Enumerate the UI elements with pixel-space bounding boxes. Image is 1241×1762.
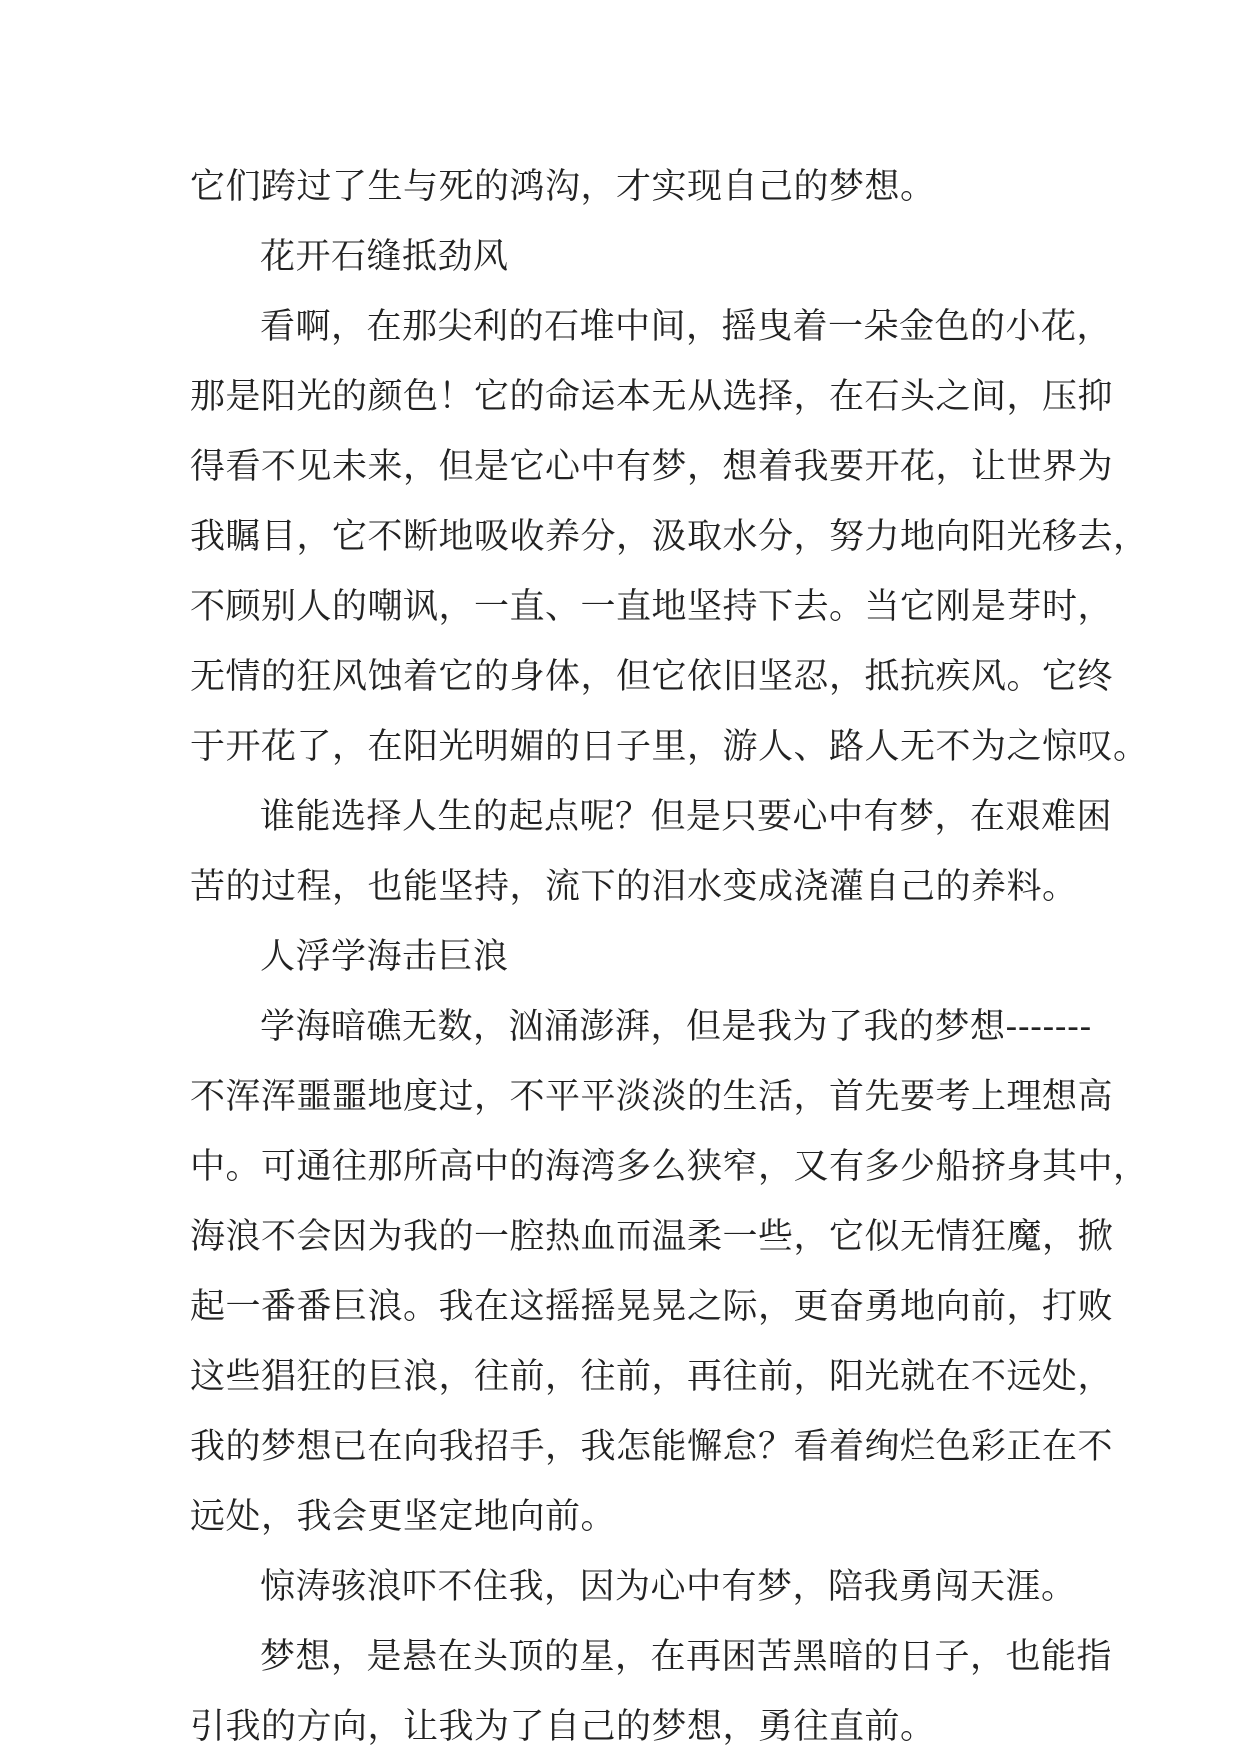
text-line: 于开花了，在阳光明媚的日子里，游人、路人无不为之惊叹。 [190, 727, 1149, 767]
text-line: 无情的狂风蚀着它的身体，但它依旧坚忍，抵抗疾风。它终 [190, 657, 1114, 697]
text-line: 我的梦想已在向我招手，我怎能懈怠？看着绚烂色彩正在不 [190, 1427, 1114, 1467]
text-line: 不浑浑噩噩地度过，不平平淡淡的生活，首先要考上理想高 [190, 1077, 1114, 1117]
text-line: 梦想，是悬在头顶的星，在再困苦黑暗的日子，也能指 [260, 1637, 1113, 1677]
text-line: 我瞩目，它不断地吸收养分，汲取水分，努力地向阳光移去， [190, 517, 1149, 557]
text-line: 这些猖狂的巨浪，往前，往前，再往前，阳光就在不远处， [190, 1357, 1114, 1397]
text-line: 谁能选择人生的起点呢？但是只要心中有梦，在艰难困 [260, 797, 1113, 837]
text-line: 引我的方向，让我为了自己的梦想，勇往直前。 [190, 1707, 936, 1747]
text-line: 苦的过程，也能坚持，流下的泪水变成浇灌自己的养料。 [190, 867, 1078, 907]
text-line: 不顾别人的嘲讽，一直、一直地坚持下去。当它刚是芽时， [190, 587, 1114, 627]
text-line: 那是阳光的颜色！它的命运本无从选择，在石头之间，压抑 [190, 377, 1114, 417]
text-line: 学海暗礁无数，汹涌澎湃，但是我为了我的梦想------- [260, 1007, 1092, 1047]
text-line: 中。可通往那所高中的海湾多么狭窄，又有多少船挤身其中， [190, 1147, 1149, 1187]
text-line: 远处，我会更坚定地向前。 [190, 1497, 617, 1537]
text-line: 惊涛骇浪吓不住我，因为心中有梦，陪我勇闯天涯。 [260, 1567, 1077, 1607]
text-line: 起一番番巨浪。我在这摇摇晃晃之际，更奋勇地向前，打败 [190, 1287, 1114, 1327]
document-body [190, 152, 1149, 1762]
section-heading: 人浮学海击巨浪 [260, 937, 509, 977]
text-line: 看啊，在那尖利的石堆中间，摇曳着一朵金色的小花， [260, 307, 1113, 347]
section-heading: 花开石缝抵劲风 [260, 237, 509, 277]
text-line: 它们跨过了生与死的鸿沟，才实现自己的梦想。 [190, 167, 936, 207]
text-line: 得看不见未来，但是它心中有梦，想着我要开花，让世界为 [190, 447, 1114, 487]
text-line: 海浪不会因为我的一腔热血而温柔一些，它似无情狂魔，掀 [190, 1217, 1114, 1257]
